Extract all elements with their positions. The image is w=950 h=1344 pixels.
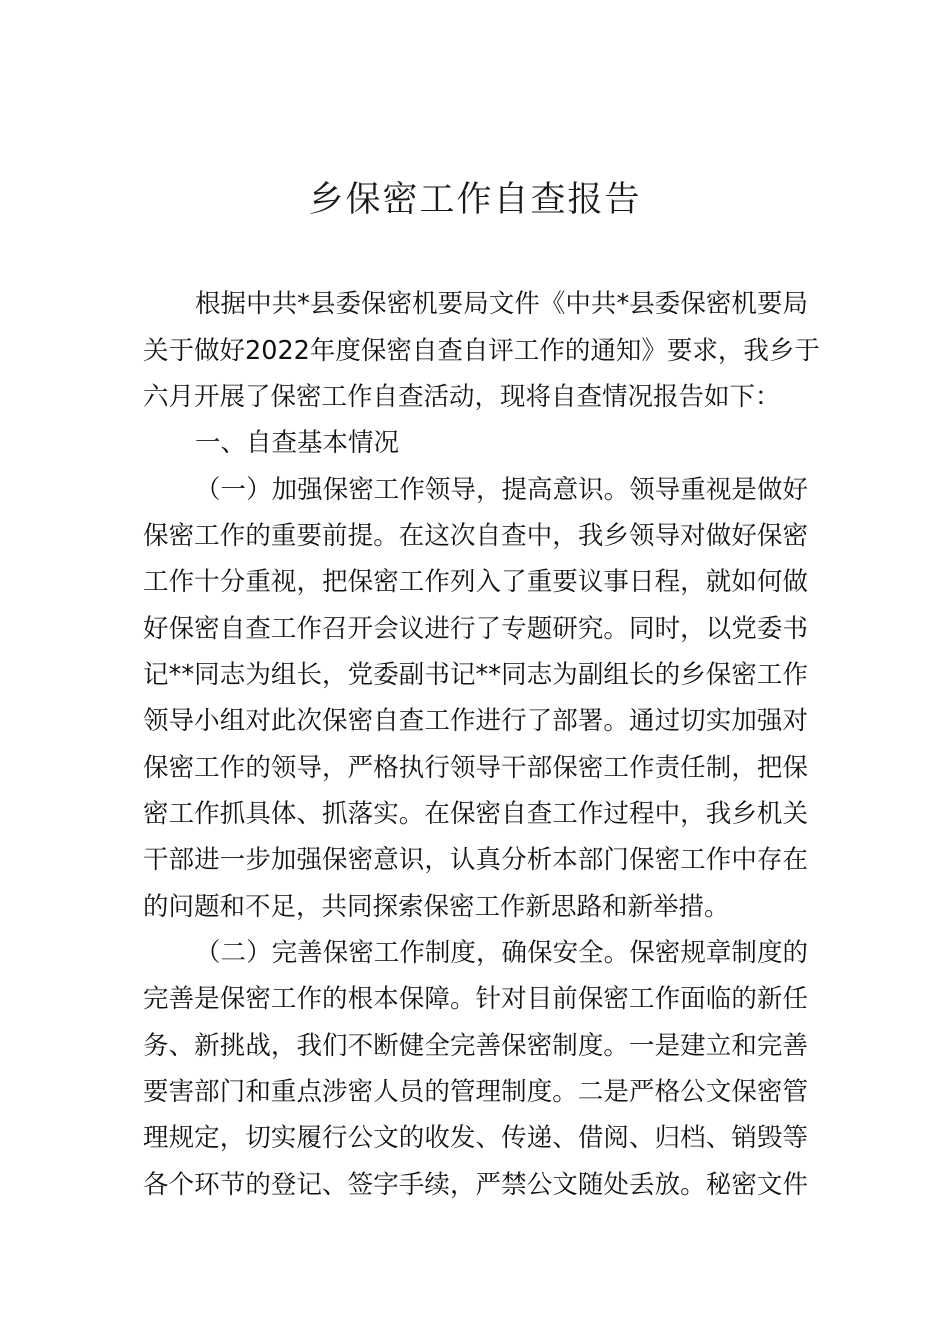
paragraph-line: 的问题和不足，共同探索保密工作新思路和新举措。 — [143, 892, 730, 922]
paragraph-line: 领导小组对此次保密自查工作进行了部署。通过切实加强对 — [143, 706, 808, 736]
paragraph-line: 根据中共*县委保密机要局文件《中共*县委保密机要局 — [195, 289, 808, 319]
paragraph-line: 务、新挑战，我们不断健全完善保密制度。一是建立和完善 — [143, 1031, 808, 1061]
paragraph-line: （二）完善保密工作制度，确保安全。保密规章制度的 — [195, 938, 808, 968]
paragraph-line: 工作十分重视，把保密工作列入了重要议事日程，就如何做 — [143, 567, 808, 597]
paragraph-line: 各个环节的登记、签字手续，严禁公文随处丢放。秘密文件 — [143, 1170, 808, 1200]
paragraph-line: 记**同志为组长，党委副书记**同志为副组长的乡保密工作 — [143, 660, 808, 690]
paragraph-line: 密工作抓具体、抓落实。在保密自查工作过程中，我乡机关 — [143, 799, 808, 829]
document-title: 乡保密工作自查报告 — [308, 180, 642, 220]
paragraph-line: （一）加强保密工作领导，提高意识。领导重视是做好 — [195, 475, 808, 505]
paragraph-line: 好保密自查工作召开会议进行了专题研究。同时，以党委书 — [143, 614, 808, 644]
paragraph-line: 保密工作的领导，严格执行领导干部保密工作责任制，把保 — [143, 753, 808, 783]
paragraph-line: 完善是保密工作的根本保障。针对目前保密工作面临的新任 — [143, 984, 808, 1014]
paragraph-line: 六月开展了保密工作自查活动，现将自查情况报告如下： — [143, 382, 781, 412]
paragraph-line: 要害部门和重点涉密人员的管理制度。二是严格公文保密管 — [143, 1077, 808, 1107]
paragraph-line: 干部进一步加强保密意识，认真分析本部门保密工作中存在 — [143, 845, 808, 875]
paragraph-line: 保密工作的重要前提。在这次自查中，我乡领导对做好保密 — [143, 521, 808, 551]
paragraph-line: 关于做好2022年度保密自查自评工作的通知》要求，我乡于 — [143, 336, 820, 366]
section-heading: 一、自查基本情况 — [195, 428, 400, 458]
paragraph-line: 理规定，切实履行公文的收发、传递、借阅、归档、销毁等 — [143, 1123, 808, 1153]
